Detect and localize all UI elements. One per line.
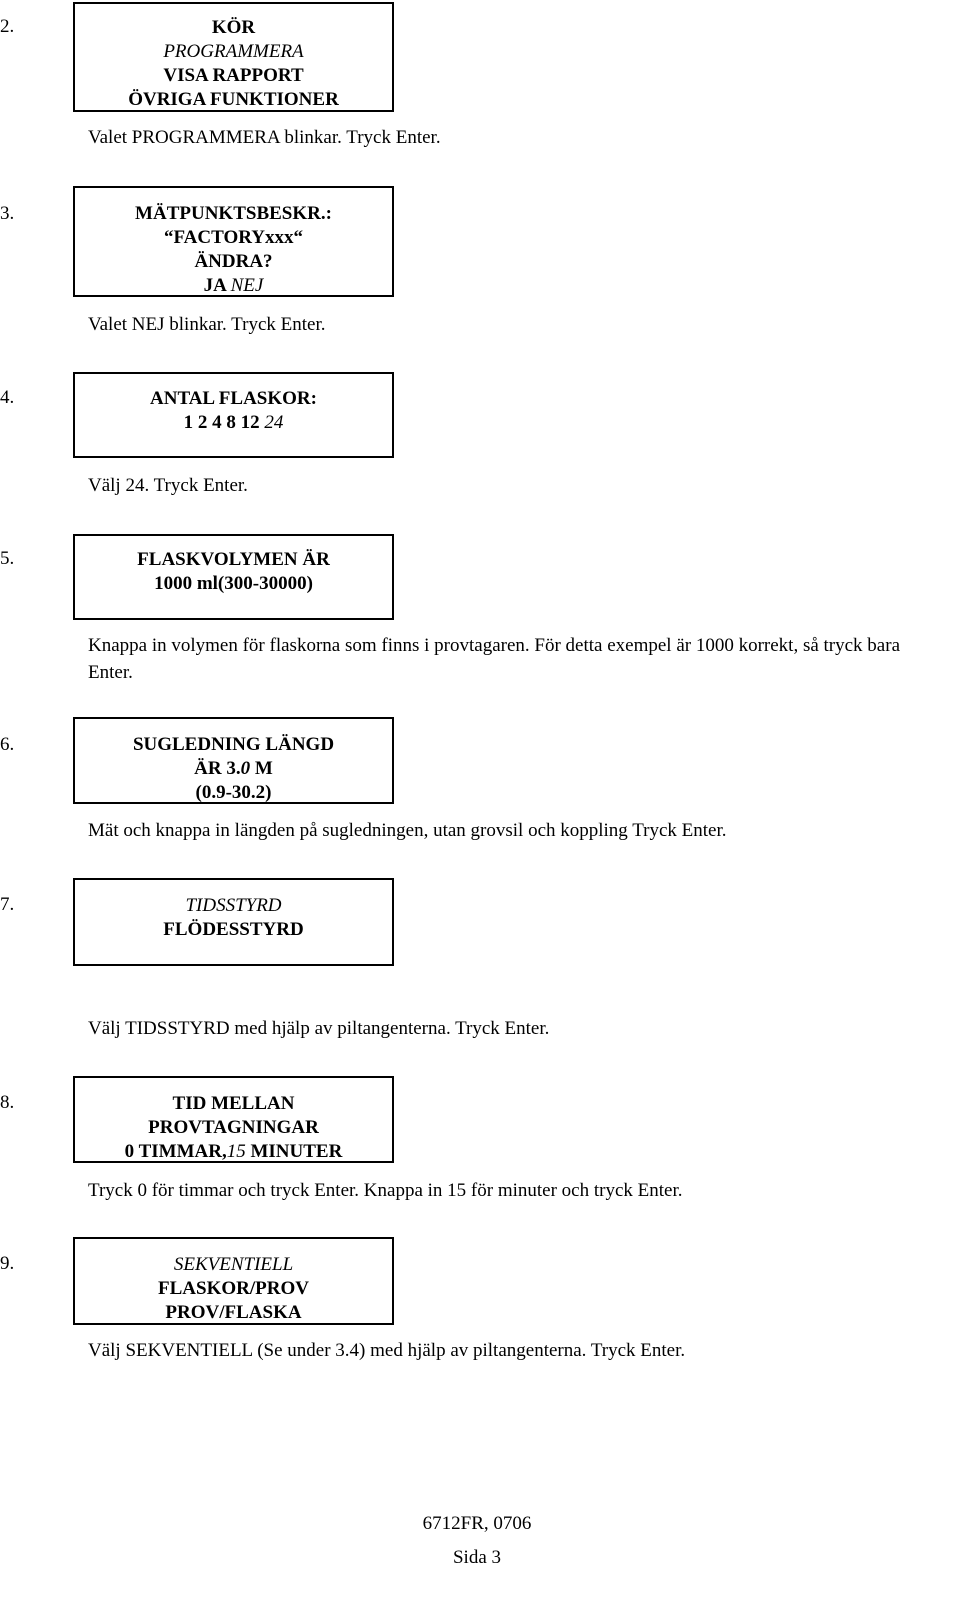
step-number: 3. <box>0 203 15 224</box>
step-instruction: Tryck 0 för timmar och tryck Enter. Knappa in 15 för minuter och tryck Enter. <box>88 1180 683 1201</box>
display-line: VISA RAPPORT <box>163 65 304 86</box>
display-line: PROGRAMMERA <box>163 41 304 62</box>
display-line: SEKVENTIELL <box>173 1254 294 1275</box>
display-line: 1 2 4 8 12 24 <box>183 412 284 433</box>
display-screen <box>73 534 394 620</box>
step-number: 7. <box>0 894 15 915</box>
display-line: TIDSSTYRD <box>185 895 282 916</box>
step-instruction: Välj TIDSSTYRD med hjälp av piltangenterna. Tryck Enter. <box>88 1018 550 1039</box>
step-instruction: Välj SEKVENTIELL (Se under 3.4) med hjälp av piltangenterna. Tryck Enter. <box>88 1340 686 1361</box>
step-number: 8. <box>0 1092 15 1113</box>
display-line: PROV/FLASKA <box>165 1302 302 1323</box>
display-screen <box>73 2 394 112</box>
display-line: JA NEJ <box>203 275 264 296</box>
step-number: 4. <box>0 387 15 408</box>
display-line: FLÖDESSTYRD <box>163 919 304 940</box>
step-instruction: Mät och knappa in längden på sugledningen, utan grovsil och koppling Tryck Enter. <box>88 820 727 841</box>
display-line: SUGLEDNING LÄNGD <box>132 734 335 755</box>
display-line: MÄTPUNKTSBESKR.: <box>135 203 332 224</box>
display-screen <box>73 1237 394 1325</box>
step-instruction: Välj 24. Tryck Enter. <box>88 475 248 496</box>
display-line: ÖVRIGA FUNKTIONER <box>128 89 339 110</box>
display-line: FLASKVOLYMEN ÄR <box>137 549 330 570</box>
display-line: ÄR 3.0 M <box>194 758 273 779</box>
display-screen <box>73 186 394 297</box>
step-number: 2. <box>0 16 15 37</box>
step-number: 9. <box>0 1253 15 1274</box>
display-line: TID MELLAN <box>172 1093 295 1114</box>
step-instruction: Valet PROGRAMMERA blinkar. Tryck Enter. <box>88 127 441 148</box>
display-screen <box>73 1076 394 1163</box>
step-instruction: Knappa in volymen för flaskorna som finns i provtagaren. För detta exempel är 1000 korrekt, så tryck bara Enter. <box>88 635 900 683</box>
display-screen <box>73 878 394 966</box>
page-number: Sida 3 <box>452 1547 502 1568</box>
display-screen <box>73 717 394 804</box>
display-screen <box>73 372 394 458</box>
display-line: “FACTORYxxx“ <box>163 227 304 248</box>
display-line: 0 TIMMAR,15 MINUTER <box>124 1141 343 1162</box>
display-line: ANTAL FLASKOR: <box>150 388 317 409</box>
display-line: FLASKOR/PROV <box>158 1278 309 1299</box>
display-line: 1000 ml(300-30000) <box>154 573 313 594</box>
display-line: KÖR <box>211 17 256 38</box>
display-line: PROVTAGNINGAR <box>148 1117 319 1138</box>
display-line: (0.9-30.2) <box>195 782 272 803</box>
display-line: ÄNDRA? <box>194 251 273 272</box>
document-code: 6712FR, 0706 <box>422 1513 532 1534</box>
step-number: 5. <box>0 548 15 569</box>
step-instruction: Valet NEJ blinkar. Tryck Enter. <box>88 314 326 335</box>
step-number: 6. <box>0 734 15 755</box>
